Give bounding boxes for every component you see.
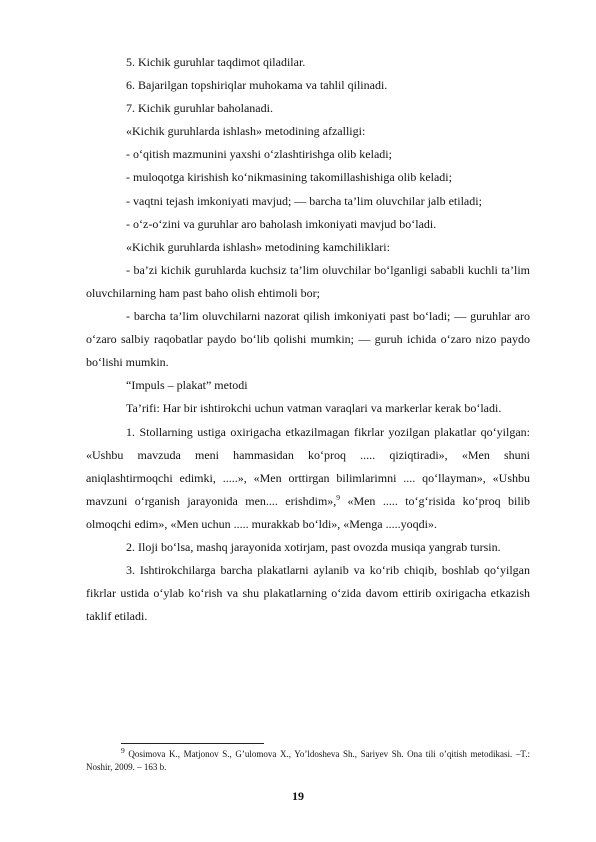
footnote-mark: 9 bbox=[121, 746, 125, 755]
paragraph-step-7: 7. Kichik guruhlar baholanadi. bbox=[126, 101, 273, 116]
advantages-heading: «Kichik guruhlarda ishlash» metodining afzalligi: bbox=[126, 124, 366, 139]
advantage-item: - muloqotga kirishish ko‘nikmasining takomillashishiga olib keladi; bbox=[126, 170, 452, 185]
method-step-2: 2. Iloji bo‘lsa, mashq jarayonida xotirjam, past ovozda musiqa yangrab tursin. bbox=[126, 539, 501, 554]
advantage-item: - vaqtni tejash imkoniyati mavjud; — barcha ta’lim oluvchilar jalb etiladi; bbox=[126, 193, 482, 208]
footnote-text-block bbox=[86, 748, 530, 774]
step-1-text: 1. Stollarning ustiga oxirigacha etkazilmagan fikrlar yozilgan plakatlar qo‘yilgan: «Ushbu mavzuda meni hammasidan ko‘proq ..... qiziqtiradi», «Men shuni aniqlashtirmoqchi edimki, .....», «Men orttirgan bilimlarimni .... qo‘llayman», «Ushbu mavzuni o‘rganish jarayonida men.... erishdim», bbox=[86, 424, 530, 508]
advantage-item: - o‘z-o‘zini va guruhlar aro baholash imkoniyati mavjud bo‘ladi. bbox=[126, 216, 437, 231]
disadvantage-item: - barcha ta’lim oluvchilarni nazorat qilish imkoniyati past bo‘ladi; — guruhlar aro o‘zaro salbiy raqobatlar paydo bo‘lib qolishi mumkin; — guruh ichida o‘zaro nizo paydo bo‘lishi mumkin. bbox=[86, 309, 530, 370]
method-step-1 bbox=[86, 421, 530, 536]
disadvantage-item: - ba’zi kichik guruhlarda kuchsiz ta’lim oluvchilar bo‘lganligi sababli kuchli ta’lim oluvchilarning ham past baho olish ehtimoli bor; bbox=[86, 262, 530, 300]
footnote bbox=[86, 748, 530, 774]
footnote-text: Qosimova K., Matjonov S., G’ulomova X., Yo’ldosheva Sh., Sariyev Sh. Ona tili o’qitish metodikasi. –T.: Noshir, 2009. – 163 b. bbox=[86, 749, 530, 772]
footnote-separator bbox=[121, 743, 264, 744]
method-definition: Ta’rifi: Har bir ishtirokchi uchun vatman varaqlari va markerlar kerak bo‘ladi. bbox=[126, 401, 502, 416]
advantage-item: - o‘qitish mazmunini yaxshi o‘zlashtirishga olib keladi; bbox=[126, 147, 392, 162]
step-1-text-continued: «Men ..... to‘g‘risida ko‘proq bilib olmoqchi edim», «Men uchun ..... murakkab bo‘ldi», «Menga .....yoqdi». bbox=[86, 493, 530, 531]
page-number: 19 bbox=[292, 789, 304, 803]
method-title: “Impuls – plakat” metodi bbox=[126, 378, 248, 393]
paragraph-step-5: 5. Kichik guruhlar taqdimot qiladilar. bbox=[126, 55, 306, 69]
paragraph-step-6: 6. Bajarilgan topshiriqlar muhokama va tahlil qilinadi. bbox=[126, 78, 388, 93]
document-body bbox=[86, 51, 530, 628]
disadvantages-heading: «Kichik guruhlarda ishlash» metodining kamchiliklari: bbox=[126, 239, 390, 254]
footnote-reference: 9 bbox=[336, 492, 341, 502]
method-step-3: 3. Ishtirokchilarga barcha plakatlarni aylanib va ko‘rib chiqib, boshlab qo‘yilgan fikrlar ustida o‘ylab ko‘rish va shu plakatlarning o‘zida davom ettirib oxirigacha etkazish taklif etiladi. bbox=[86, 563, 530, 624]
